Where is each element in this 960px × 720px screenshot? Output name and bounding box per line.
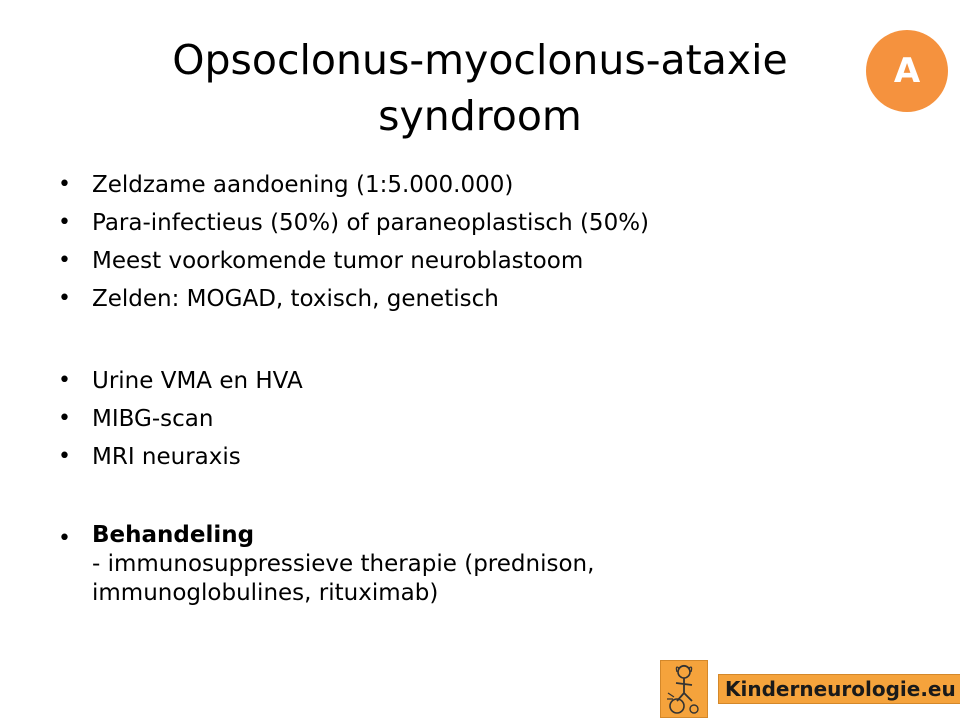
bullet-icon: • <box>58 444 71 469</box>
site-logo <box>660 660 960 718</box>
list-item-text: Urine VMA en HVA <box>92 368 303 394</box>
list-item <box>58 204 878 242</box>
title-line-1: Opsoclonus-myoclonus-ataxie <box>172 36 788 84</box>
list-spacer <box>58 476 878 520</box>
list-item-text: Meest voorkomende tumor neuroblastoom <box>92 248 584 274</box>
list-item <box>58 438 878 476</box>
list-spacer <box>58 318 878 362</box>
slide-title <box>100 32 860 144</box>
treatment-heading: Behandeling <box>92 522 255 548</box>
section-badge: A <box>866 30 948 112</box>
list-item-text: Zelden: MOGAD, toxisch, genetisch <box>92 286 499 312</box>
bullet-icon: • <box>58 210 71 235</box>
list-item <box>58 400 878 438</box>
list-item <box>58 362 878 400</box>
list-item <box>58 242 878 280</box>
bullet-icon: • <box>58 286 71 311</box>
list-item <box>58 166 878 204</box>
bullet-icon: • <box>58 248 71 273</box>
title-line-2: syndroom <box>378 92 582 140</box>
child-wheelchair-icon <box>660 660 708 718</box>
bullet-list <box>58 166 878 608</box>
list-item-text: MIBG-scan <box>92 406 214 432</box>
bullet-icon: • <box>58 172 71 197</box>
treatment-line-2: immunoglobulines, rituximab) <box>92 580 439 606</box>
logo-text: Kinderneurologie.eu <box>718 674 960 704</box>
list-item-text: Para-infectieus (50%) of paraneoplastisch (50%) <box>92 210 650 236</box>
bullet-icon: • <box>58 406 71 431</box>
list-item <box>58 280 878 318</box>
list-item-text: MRI neuraxis <box>92 444 241 470</box>
treatment-item <box>58 520 878 608</box>
treatment-line-1: - immunosuppressieve therapie (prednison, <box>92 551 595 577</box>
bullet-icon: • <box>58 526 71 551</box>
bullet-icon: • <box>58 368 71 393</box>
list-item-text: Zeldzame aandoening (1:5.000.000) <box>92 172 514 198</box>
